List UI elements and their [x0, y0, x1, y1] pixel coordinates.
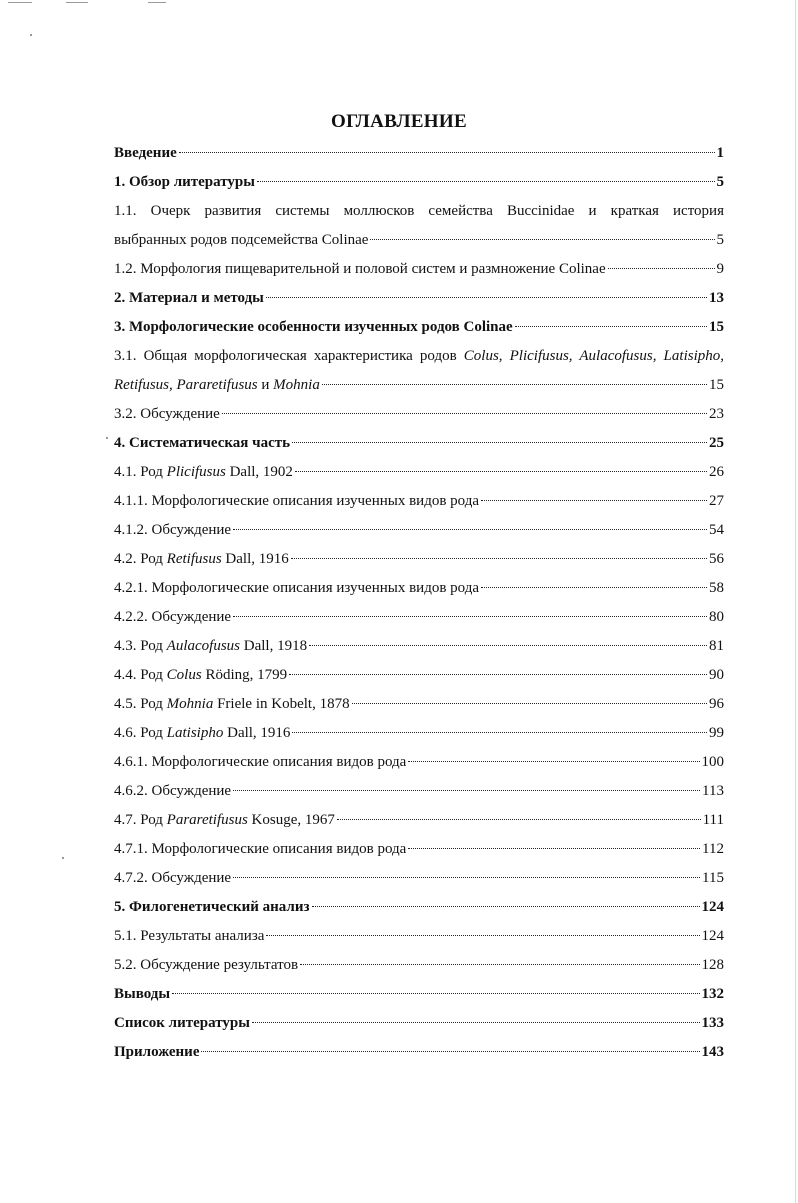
- toc-page-number: 13: [709, 290, 724, 306]
- toc-entry: [114, 487, 724, 516]
- toc-page-number: 58: [709, 580, 724, 596]
- author-year: Dall, 1916: [223, 725, 291, 741]
- toc-page-number: 124: [701, 928, 724, 944]
- toc-page-number: 112: [702, 841, 724, 857]
- toc-entry: [114, 719, 724, 748]
- toc-entry: [114, 168, 724, 197]
- toc-page-number: 56: [709, 551, 724, 567]
- toc-entry-label: 4.2.2. Обсуждение: [114, 609, 232, 625]
- genus-name: Colus: [166, 667, 202, 683]
- dot-leader: [179, 152, 715, 153]
- toc-entry: [114, 429, 724, 458]
- toc-entry: [114, 400, 724, 429]
- toc-page-number: 132: [701, 986, 724, 1002]
- toc-entry: [114, 980, 724, 1009]
- scan-speck: [106, 437, 108, 439]
- toc-entry-first-line: [114, 342, 724, 371]
- toc-entry-label: 4. Систематическая часть: [114, 435, 291, 451]
- toc-entry: [114, 284, 724, 313]
- dot-leader: [408, 761, 699, 762]
- dot-leader: [300, 964, 699, 965]
- toc-page-number: 23: [709, 406, 724, 422]
- dot-leader: [352, 703, 707, 704]
- toc-entry: [114, 574, 724, 603]
- dot-leader: [515, 326, 707, 327]
- toc-entry: [114, 255, 724, 284]
- genus-names: Retifusus, Pararetifusus: [114, 377, 258, 393]
- dot-leader: [257, 181, 715, 182]
- toc-entry: [114, 690, 724, 719]
- toc-entry: [114, 313, 724, 342]
- toc-entry-first-line: 1.1. Очерк развития системы моллюсков семейства Buccinidae и краткая история: [114, 203, 724, 219]
- toc-entry-label: 4.6.2. Обсуждение: [114, 783, 232, 799]
- toc-entry-label: 5. Филогенетический анализ: [114, 899, 310, 915]
- toc-entry-label: 4.7.2. Обсуждение: [114, 870, 232, 886]
- toc-page-number: 90: [709, 667, 724, 683]
- toc-entry-label: Выводы: [114, 986, 171, 1002]
- toc-entry-label: 4.6.1. Морфологические описания видов рода: [114, 754, 407, 770]
- toc-entry-label: 5.2. Обсуждение результатов: [114, 957, 299, 973]
- dot-leader: [481, 500, 707, 501]
- toc-entry-text: 4.5. Род: [114, 696, 167, 712]
- dot-leader: [289, 674, 707, 675]
- scan-speck: [30, 34, 32, 36]
- toc-entry-text: 4.1. Род: [114, 464, 167, 480]
- dot-leader: [291, 558, 707, 559]
- toc-entry: [114, 777, 724, 806]
- toc-entry-label: [114, 806, 335, 835]
- page-edge: [795, 0, 796, 1203]
- toc-entry-text: 4.2. Род: [114, 551, 167, 567]
- genus-name: Mohnia: [273, 377, 320, 393]
- toc-entry-text: 4.7. Род: [114, 812, 167, 828]
- toc-page-number: 5: [716, 174, 724, 190]
- toc-entry-label: выбранных родов подсемейства Colinae: [114, 232, 369, 248]
- toc-entry-label: [114, 458, 293, 487]
- toc-page-number: 115: [702, 870, 724, 886]
- toc-entry: [114, 458, 724, 487]
- toc-entry: [114, 661, 724, 690]
- toc-page-number: 25: [709, 435, 724, 451]
- toc-entry: [114, 545, 724, 574]
- dot-leader: [312, 906, 700, 907]
- toc-entry-label: 2. Материал и методы: [114, 290, 264, 306]
- dot-leader: [292, 732, 707, 733]
- author-year: Friele in Kobelt, 1878: [213, 696, 350, 712]
- toc-entry: [114, 1038, 724, 1067]
- toc-entry-text: 3.1. Общая морфологическая характеристика родов: [114, 348, 464, 364]
- scan-speck: [62, 857, 64, 859]
- scan-artifact: [8, 2, 32, 3]
- toc-page-number: 100: [701, 754, 724, 770]
- toc-entry-label: Список литературы: [114, 1015, 250, 1031]
- toc-entry: [114, 139, 724, 168]
- toc-page-number: 96: [709, 696, 724, 712]
- toc-entry: [114, 1009, 724, 1038]
- toc-entry-label: [114, 632, 307, 661]
- genus-name: Aulacofusus: [166, 638, 241, 654]
- toc-entry: [114, 893, 724, 922]
- toc-entry-label: 5.1. Результаты анализа: [114, 928, 265, 944]
- toc-entry-label: 3.2. Обсуждение: [114, 406, 220, 422]
- dot-leader: [266, 297, 707, 298]
- genus-name: Mohnia: [166, 696, 214, 712]
- genus-name: Latisipho: [166, 725, 224, 741]
- dot-leader: [252, 1022, 700, 1023]
- toc-entry: [114, 603, 724, 632]
- toc-entry-label: [114, 719, 290, 748]
- dot-leader: [309, 645, 707, 646]
- dot-leader: [370, 239, 714, 240]
- scan-artifact: [148, 2, 166, 3]
- dot-leader: [608, 268, 715, 269]
- author-year: Kosuge, 1967: [247, 812, 335, 828]
- dot-leader: [337, 819, 701, 820]
- toc-entry-label: [114, 661, 287, 690]
- dot-leader: [233, 529, 707, 530]
- author-year: Dall, 1918: [240, 638, 308, 654]
- toc-page-number: 27: [709, 493, 724, 509]
- dot-leader: [233, 616, 707, 617]
- toc-page-number: 54: [709, 522, 724, 538]
- toc-entry-label: 4.2.1. Морфологические описания изученных видов рода: [114, 580, 480, 596]
- toc-page-number: 80: [709, 609, 724, 625]
- toc-page-number: 124: [701, 899, 724, 915]
- toc-entry-text: 4.4. Род: [114, 667, 167, 683]
- toc-page-number: 1: [716, 145, 724, 161]
- toc-page-number: 26: [709, 464, 724, 480]
- genus-name: Plicifusus: [166, 464, 226, 480]
- genus-names: Colus, Plicifusus, Aulacofusus, Latisipho,: [463, 348, 724, 364]
- toc-page-number: 99: [709, 725, 724, 741]
- toc-entry-text: 4.3. Род: [114, 638, 167, 654]
- toc-page-number: 113: [702, 783, 724, 799]
- toc-entry: [114, 516, 724, 545]
- toc-entry-label: [114, 371, 320, 400]
- toc-entry: [114, 835, 724, 864]
- dot-leader: [233, 877, 700, 878]
- toc-page-number: 9: [716, 261, 724, 277]
- toc-entry: [114, 748, 724, 777]
- dot-leader: [408, 848, 700, 849]
- toc-entry: [114, 632, 724, 661]
- dot-leader: [295, 471, 707, 472]
- toc-page-number: 111: [702, 812, 724, 828]
- dot-leader: [292, 442, 707, 443]
- toc-entry-label: 4.1.2. Обсуждение: [114, 522, 232, 538]
- toc-page-number: 133: [701, 1015, 724, 1031]
- dot-leader: [322, 384, 707, 385]
- toc-entry-label: 3. Морфологические особенности изученных родов Colinae: [114, 319, 513, 335]
- toc-entry-label: 4.1.1. Морфологические описания изученных видов рода: [114, 493, 480, 509]
- dot-leader: [481, 587, 707, 588]
- toc-page-number: 15: [709, 319, 724, 335]
- toc-page-number: 15: [709, 377, 724, 393]
- toc-entry: [114, 806, 724, 835]
- page-title: ОГЛАВЛЕНИЕ: [331, 111, 467, 132]
- toc-entry-label: [114, 545, 289, 574]
- dot-leader: [172, 993, 699, 994]
- toc-entry-label: 4.7.1. Морфологические описания видов рода: [114, 841, 407, 857]
- scan-artifact: [66, 2, 88, 3]
- toc-entry-label: 1. Обзор литературы: [114, 174, 255, 190]
- toc-entry-text: 4.6. Род: [114, 725, 167, 741]
- toc-page-number: 81: [709, 638, 724, 654]
- author-year: Dall, 1916: [221, 551, 289, 567]
- dot-leader: [222, 413, 707, 414]
- dot-leader: [266, 935, 699, 936]
- conjunction: и: [257, 377, 274, 393]
- genus-name: Pararetifusus: [166, 812, 248, 828]
- toc-entry: [114, 922, 724, 951]
- toc-page-number: 143: [701, 1044, 724, 1060]
- author-year: Röding, 1799: [201, 667, 288, 683]
- toc-entry-label: Введение: [114, 145, 177, 161]
- toc-page-number: 128: [701, 957, 724, 973]
- toc-entry: [114, 864, 724, 893]
- dot-leader: [201, 1051, 699, 1052]
- genus-name: Retifusus: [166, 551, 222, 567]
- author-year: Dall, 1902: [225, 464, 293, 480]
- toc-entry-label: 1.2. Морфология пищеварительной и половой систем и размножение Colinae: [114, 261, 606, 277]
- toc-entry: [114, 371, 724, 400]
- toc-entry-label: Приложение: [114, 1044, 200, 1060]
- toc-page-number: 5: [716, 232, 724, 248]
- dot-leader: [233, 790, 700, 791]
- toc-entry: [114, 226, 724, 255]
- toc-entry-label: [114, 690, 350, 719]
- toc-entry: [114, 951, 724, 980]
